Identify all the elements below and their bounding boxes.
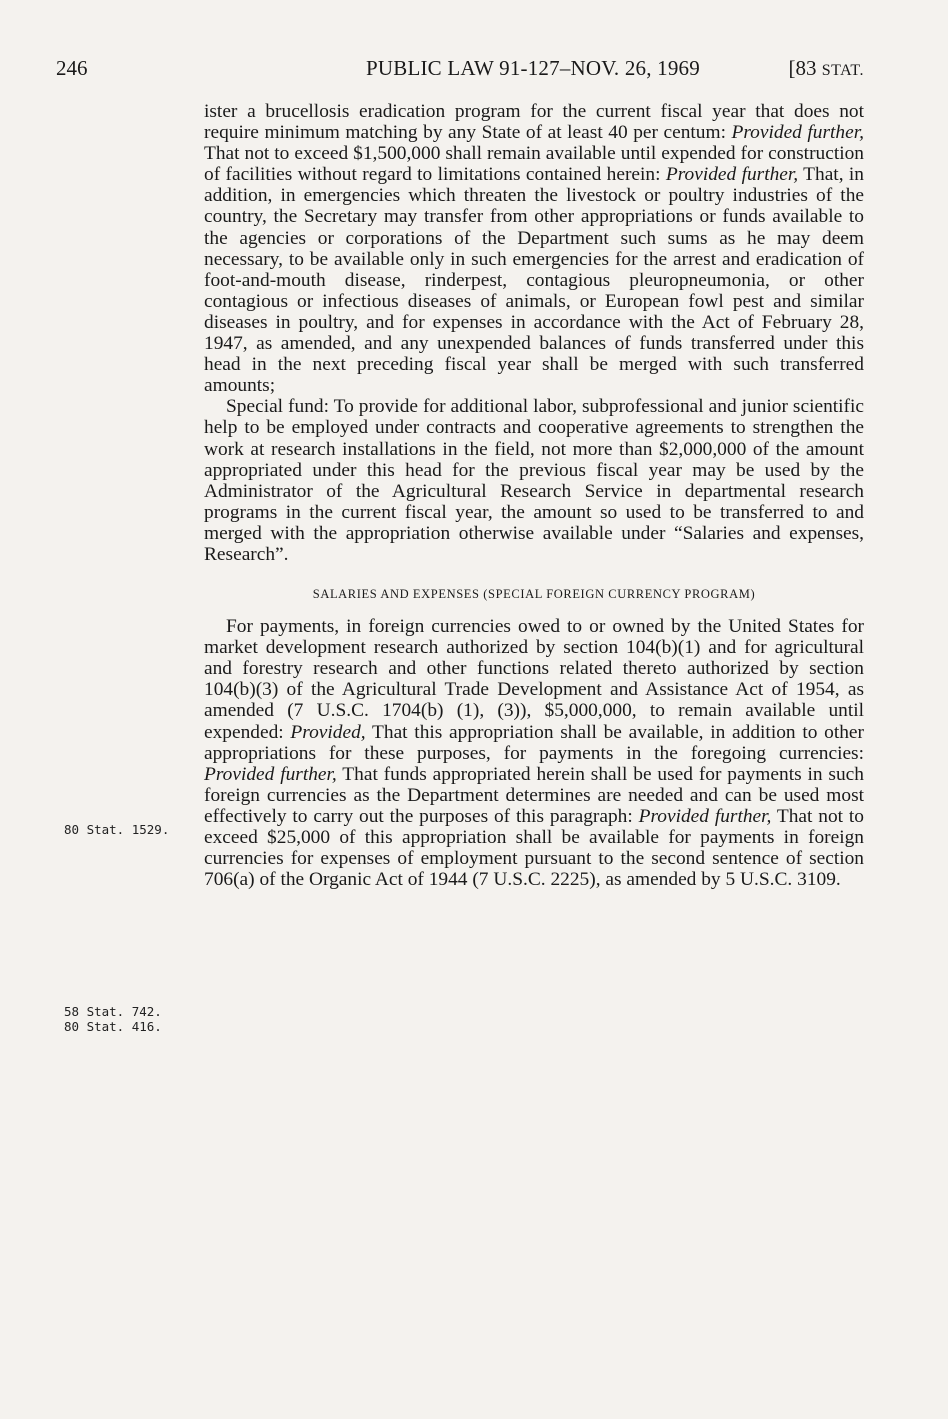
section-heading: SALARIES AND EXPENSES (SPECIAL FOREIGN CURRENCY PROGRAM) — [312, 587, 756, 602]
paragraph-special-fund: Special fund: To provide for additional labor, subprofessional and junior scientific help to be employed under contracts and cooperative agreements to strengthen the work at research installations in the field, not more than $2,000,000 of the amount appropriated under this head for the previous fiscal year may be used by the Administrator of the Agricultural Research Service in departmental research programs in the current fiscal year, the amount so used to be transferred to and merged with the appropriation otherwise available under “Salaries and expenses, Research”. — [204, 396, 864, 565]
text-run: That this appropriation shall be available, in addition to other appropriations for these purposes, for payments in the foregoing currencies: — [204, 721, 864, 764]
italic-run: Provided further, — [731, 122, 864, 144]
statute-word: STAT. — [821, 62, 864, 79]
text-run: That, in addition, in emergencies which threaten the livestock or poultry industries of the country, the Secretary may transfer from other appropriations or funds available to the agencies or corporations of the Department such sums as he may deem necessary, to be available only in such emergencies for the arrest and eradication of foot-and-mouth disease, rinderpest, contagious pleuropneumonia, or other contagious or infectious diseases of animals, or European fowl pest and similar diseases in poultry, and for expenses in accordance with the Act of February 28, 1947, as amended, and any unexpended balances of funds transferred under this head in the next preceding fiscal year shall be merged with such transferred amounts; — [204, 164, 864, 397]
statute-reference — [788, 56, 864, 81]
paragraph-foreign-currency — [204, 616, 864, 890]
italic-run: Provided further, — [638, 805, 772, 827]
margin-note-58-stat-742: 58 Stat. 742. — [64, 1004, 162, 1019]
page-number: 246 — [56, 56, 88, 80]
statute-prefix: [83 — [788, 56, 822, 80]
italic-run: Provided further, — [665, 164, 799, 186]
text-run: For payments, in foreign currencies owed to or owned by the United States for market development research authorized by section 104(b)(1) and for agricultural and forestry research and other functions related thereto authorized by section 104(b)(3) of the Agricultural Trade Development and Assistance Act of 1954, as amended (7 U.S.C. 1704(b) (1), (3)), $5,000,000, to remain available until expended: — [204, 616, 864, 743]
running-title: PUBLIC LAW 91-127–NOV. 26, 1969 — [366, 56, 700, 80]
margin-note-80-stat-1529: 80 Stat. 1529. — [64, 822, 170, 837]
body-text — [204, 101, 864, 890]
text-run: ister a brucellosis eradication program for the current fiscal year that does not require minimum matching by any State of at least 40 per centum: — [204, 101, 864, 144]
page-header — [0, 56, 948, 88]
text-run: That not to exceed $1,500,000 shall remain available until expended for construction of facilities without regard to limitations contained herein: — [204, 143, 864, 186]
italic-run: Provided, — [290, 721, 366, 743]
text-run: That funds appropriated herein shall be used for payments in such foreign currencies as the Department determines are needed and can be used most effectively to carry out the purposes of this paragraph: — [204, 763, 864, 827]
italic-run: Provided further, — [204, 763, 337, 785]
text-run: That not to exceed $25,000 of this appropriation shall be available for payments in foreign currencies for expenses of employment pursuant to the second sentence of section 706(a) of the Organic Act of 1944 (7 U.S.C. 2225), as amended by 5 U.S.C. 3109. — [204, 805, 864, 891]
margin-note-80-stat-416: 80 Stat. 416. — [64, 1019, 162, 1034]
paragraph-brucellosis — [204, 101, 864, 396]
